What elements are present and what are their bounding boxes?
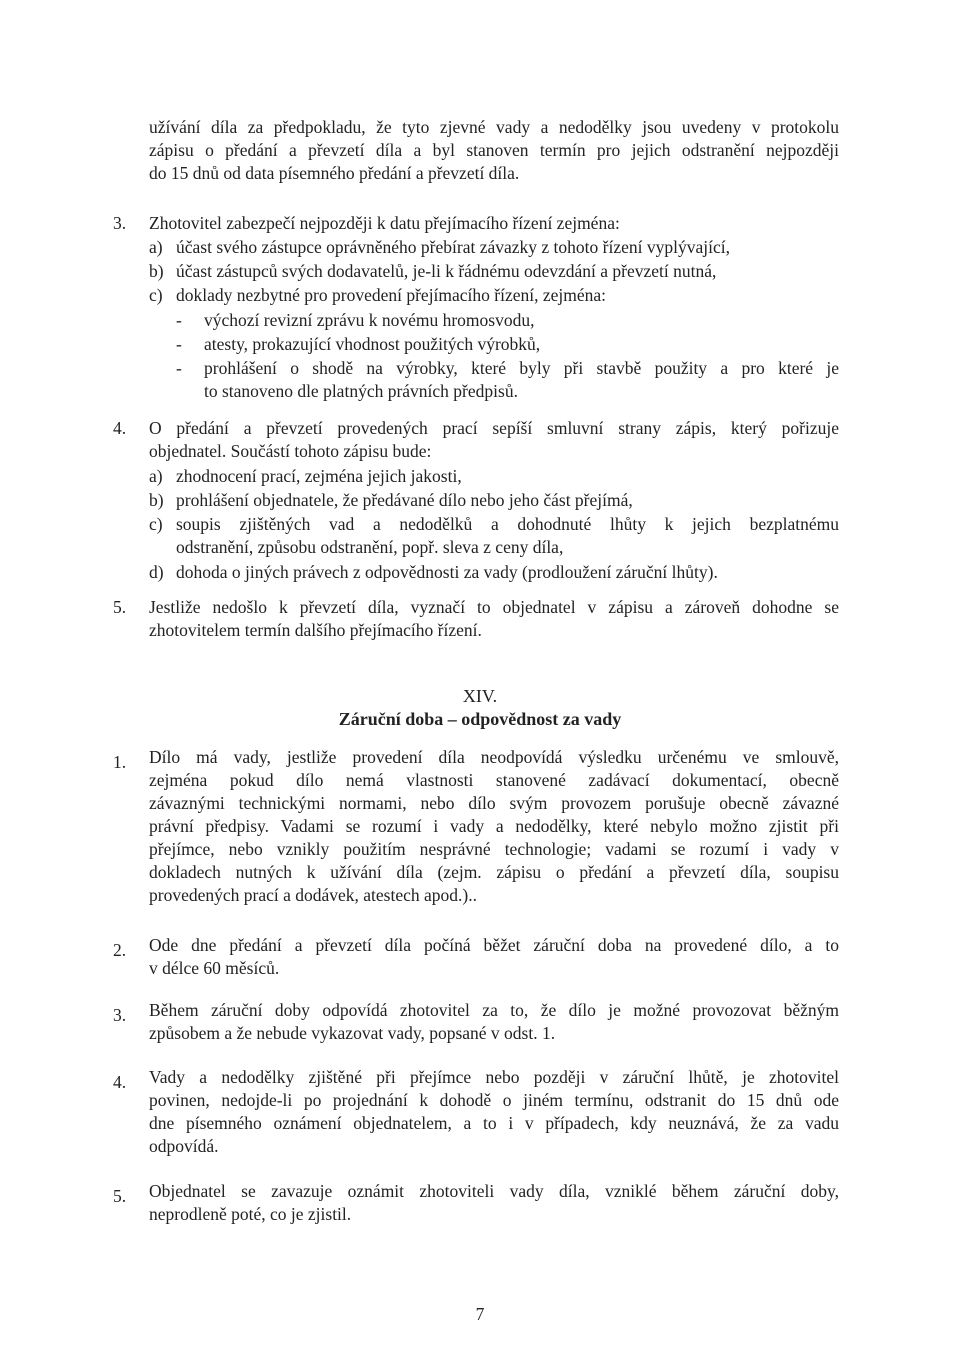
text-line: O předání a převzetí provedených prací sepíší smluvní strany zápis, který pořizuje bbox=[149, 418, 839, 438]
list-label: b) bbox=[149, 261, 164, 281]
text-line: Ode dne předání a převzetí díla počíná běžet záruční doba na provedené dílo, a to bbox=[149, 935, 839, 955]
clause-number: 4. bbox=[113, 418, 127, 438]
dash-label: - bbox=[176, 358, 182, 378]
text-line: přejímce, nebo vznikly použitím nesprávné technologie; vadami se rozumí i vady v bbox=[149, 839, 839, 859]
dash-label: - bbox=[176, 334, 182, 354]
section-number: XIV. bbox=[462, 686, 498, 706]
text-line: dne písemného oznámení objednatelem, a to i v případech, kdy neuznává, že za vadu bbox=[149, 1113, 839, 1133]
clause-number: 3. bbox=[113, 213, 127, 233]
list-item bbox=[149, 561, 839, 584]
dash-text bbox=[204, 357, 839, 403]
continuation-paragraph bbox=[149, 116, 839, 185]
article-text bbox=[149, 746, 839, 907]
list-item bbox=[149, 284, 839, 307]
article-number: 1. bbox=[113, 752, 127, 772]
list-item bbox=[149, 489, 839, 512]
list-item bbox=[149, 465, 839, 488]
dash-item bbox=[176, 333, 839, 356]
clause-3-intro: Zhotovitel zabezpečí nejpozději k datu přejímacího řízení zejména: bbox=[149, 213, 620, 233]
text-line: v délce 60 měsíců. bbox=[149, 958, 280, 978]
text-line: povinen, nedojde-li po projednání k dohodě o jiném termínu, odstranit do 15 dnů ode bbox=[149, 1090, 839, 1110]
text-line: neprodleně poté, co je zjistil. bbox=[149, 1204, 352, 1224]
article-text bbox=[149, 934, 839, 980]
text-line: způsobem a že nebude vykazovat vady, popsané v odst. 1. bbox=[149, 1023, 556, 1043]
list-label: c) bbox=[149, 514, 163, 534]
text-line: dokladech nutných k užívání díla (zejm. zápisu o předání a převzetí díla, soupisu bbox=[149, 862, 839, 882]
text-line: zejména pokud dílo nemá vlastnosti stanovené zadávací dokumentací, obecně bbox=[149, 770, 839, 790]
article-number: 5. bbox=[113, 1186, 127, 1206]
list-item bbox=[149, 260, 839, 283]
text-line: prohlášení o shodě na výrobky, které byly při stavbě použity a pro které je bbox=[204, 358, 839, 378]
clause-4-intro bbox=[149, 417, 839, 463]
text-line: užívání díla za předpokladu, že tyto zjevné vady a nedodělky jsou uvedeny v protokolu bbox=[149, 117, 839, 137]
list-text: doklady nezbytné pro provedení přejímacího řízení, zejména: bbox=[176, 285, 607, 305]
section-title: Záruční doba – odpovědnost za vady bbox=[338, 709, 622, 729]
page-number: 7 bbox=[475, 1304, 485, 1324]
clause-number: 5. bbox=[113, 597, 127, 617]
list-text: prohlášení objednatele, že předávané dílo nebo jeho část přejímá, bbox=[176, 490, 633, 510]
list-label: c) bbox=[149, 285, 163, 305]
list-text: dohoda o jiných právech z odpovědnosti za vady (prodloužení záruční lhůty). bbox=[176, 562, 718, 582]
text-line: Dílo má vady, jestliže provedení díla neodpovídá výsledku určenému ve smlouvě, bbox=[149, 747, 839, 767]
list-label: b) bbox=[149, 490, 164, 510]
text-line: právní předpisy. Vadami se rozumí i vady a nedodělky, které nebylo možno zjistit při bbox=[149, 816, 839, 836]
text-line: Objednatel se zavazuje oznámit zhotoviteli vady díla, vzniklé během záruční doby, bbox=[149, 1181, 839, 1201]
list-label: a) bbox=[149, 237, 163, 257]
text-line: to stanoveno dle platných právních předpisů. bbox=[204, 381, 518, 401]
text-line: závaznými technickými normami, nebo dílo svým provozem porušuje obecně závazné bbox=[149, 793, 839, 813]
list-item bbox=[149, 513, 839, 559]
list-text: účast svého zástupce oprávněného přebírat závazky z tohoto řízení vyplývající, bbox=[176, 237, 730, 257]
dash-text: atesty, prokazující vhodnost použitých výrobků, bbox=[204, 334, 541, 354]
text-line: zhotovitelem termín dalšího přejímacího řízení. bbox=[149, 620, 482, 640]
text-line: Jestliže nedošlo k převzetí díla, vyznačí to objednatel v zápisu a zároveň dohodne se bbox=[149, 597, 839, 617]
text-line: Vady a nedodělky zjištěné při přejímce nebo později v záruční lhůtě, je zhotovitel bbox=[149, 1067, 839, 1087]
text-line: soupis zjištěných vad a nedodělků a dohodnuté lhůty k jejich bezplatnému bbox=[176, 514, 839, 534]
article-text bbox=[149, 1066, 839, 1158]
list-label: a) bbox=[149, 466, 163, 486]
text-line: odpovídá. bbox=[149, 1136, 219, 1156]
text-line: provedených prací a dodávek, atestech apod.).. bbox=[149, 885, 477, 905]
dash-item bbox=[176, 357, 839, 403]
list-item bbox=[149, 236, 839, 259]
text-line: Během záruční doby odpovídá zhotovitel za to, že dílo je možné provozovat běžným bbox=[149, 1000, 839, 1020]
text-line: zápisu o předání a převzetí díla a byl stanoven termín pro jejich odstranění nejpozději bbox=[149, 140, 839, 160]
article-number: 3. bbox=[113, 1005, 127, 1025]
clause-5-text bbox=[149, 596, 839, 642]
article-number: 2. bbox=[113, 940, 127, 960]
text-line: odstranění, způsobu odstranění, popř. sleva z ceny díla, bbox=[176, 537, 564, 557]
dash-text: výchozí revizní zprávu k novému hromosvodu, bbox=[204, 310, 535, 330]
article-text bbox=[149, 1180, 839, 1226]
article-text bbox=[149, 999, 839, 1045]
list-label: d) bbox=[149, 562, 164, 582]
dash-item bbox=[176, 309, 839, 332]
list-text: účast zástupců svých dodavatelů, je-li k řádnému odevzdání a převzetí nutná, bbox=[176, 261, 717, 281]
text-line: do 15 dnů od data písemného předání a převzetí díla. bbox=[149, 163, 520, 183]
text-line: objednatel. Součástí tohoto zápisu bude: bbox=[149, 441, 432, 461]
dash-label: - bbox=[176, 310, 182, 330]
list-text: zhodnocení prací, zejména jejich jakosti, bbox=[176, 466, 462, 486]
article-number: 4. bbox=[113, 1072, 127, 1092]
list-text bbox=[176, 513, 839, 559]
